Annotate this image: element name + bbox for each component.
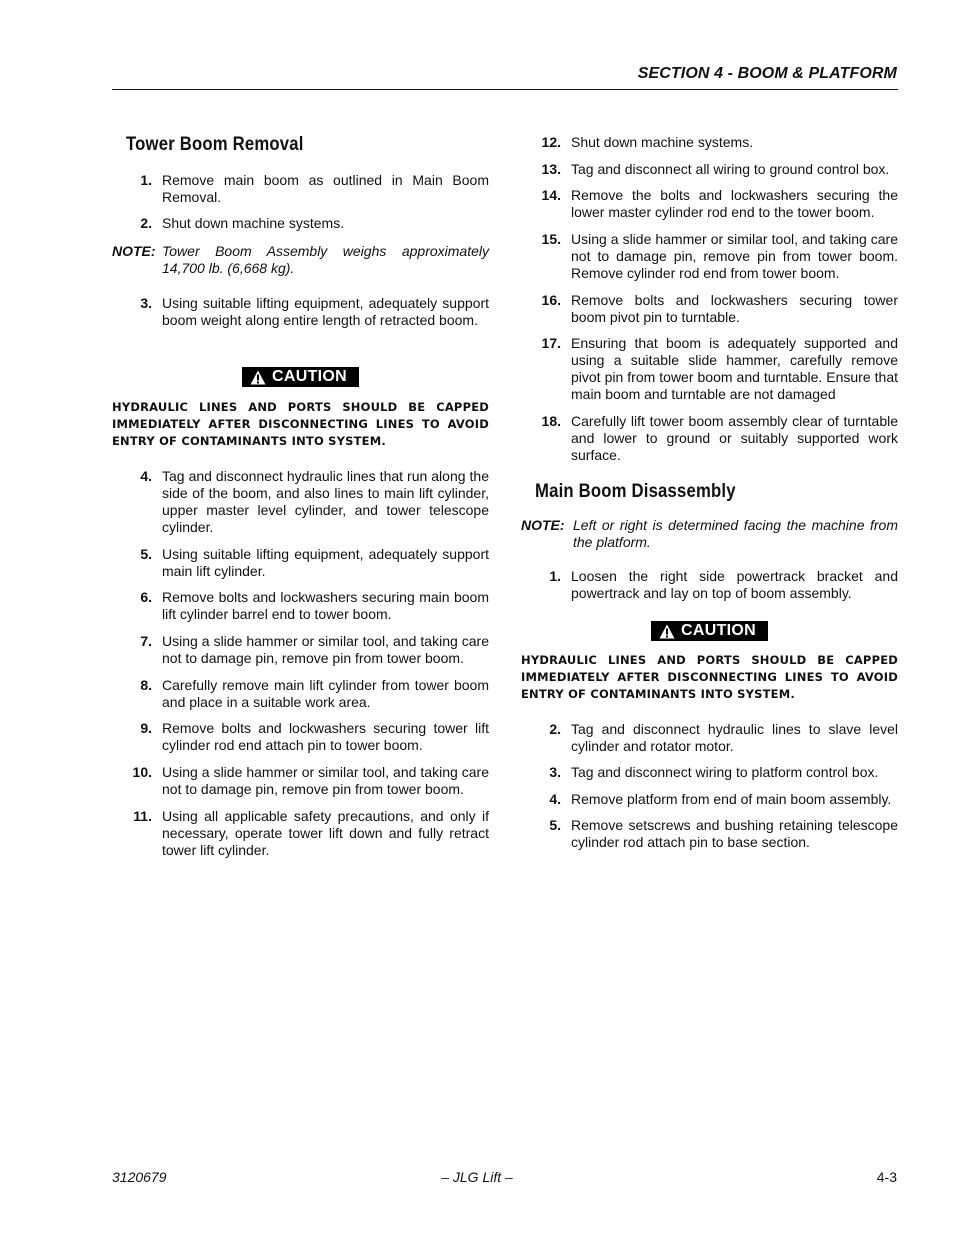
section-title: SECTION 4 - BOOM & PLATFORM — [637, 65, 897, 82]
list-item: 4. Remove platform from end of main boom assembly. — [549, 790, 892, 807]
warning-icon — [659, 624, 675, 639]
caution-banner — [112, 367, 489, 390]
list-item: 1. Remove main boom as outlined in Main Boom Removal. — [140, 172, 489, 205]
note: NOTE: Tower Boom Assembly weighs approximately 14,700 lb. (6,668 kg). — [112, 243, 489, 276]
left-column — [112, 134, 489, 859]
caution-text: HYDRAULIC LINES AND PORTS SHOULD BE CAPPED IMMEDIATELY AFTER DISCONNECTING LINES TO AVOID ENTRY OF CONTAMINANTS INTO SYSTEM. — [521, 652, 898, 701]
list-item: 15. Using a slide hammer or similar tool, and taking care not to damage pin, remove pin from tower boom. Remove cylinder rod end from tower boom. — [541, 231, 898, 281]
list-item: 7. Using a slide hammer or similar tool, and taking care not to damage pin, remove pin from tower boom. — [140, 632, 489, 666]
list-item: 8. Carefully remove main lift cylinder from tower boom and place in a suitable work area. — [140, 676, 489, 710]
list-item: 17. Ensuring that boom is adequately supported and using a suitable slide hammer, carefully remove pivot pin from tower boom and turntable. Ensure that main boom and turntable are not damaged — [541, 335, 898, 402]
warning-icon — [250, 370, 266, 385]
caution-label: CAUTION — [242, 367, 359, 387]
list-item: 9. Remove bolts and lockwashers securing tower lift cylinder rod end attach pin to tower boom. — [140, 719, 489, 753]
list-item: 3. Tag and disconnect wiring to platform control box. — [549, 763, 879, 780]
list-item: 2. Tag and disconnect hydraulic lines to slave level cylinder and rotator motor. — [549, 720, 898, 754]
list-item: 5. Remove setscrews and bushing retaining telescope cylinder rod attach pin to base section. — [549, 816, 898, 850]
caution-label: CAUTION — [651, 621, 768, 641]
list-item: 3. Using suitable lifting equipment, adequately support boom weight along entire length of retracted boom. — [140, 295, 489, 328]
list-item: 5. Using suitable lifting equipment, adequately support main lift cylinder. — [140, 545, 489, 579]
caution-banner — [521, 621, 898, 644]
list-item: 4. Tag and disconnect hydraulic lines that run along the side of the boom, and also lines to main lift cylinder, upper master level cylinder, and tower telescope cylinder. — [140, 467, 489, 535]
list-item: 6. Remove bolts and lockwashers securing main boom lift cylinder barrel end to tower boom. — [140, 588, 489, 622]
list-item: 11. Using all applicable safety precautions, and only if necessary, operate tower lift down and fully retract tower lift cylinder. — [133, 807, 489, 858]
list-item: 13. Tag and disconnect all wiring to ground control box. — [541, 161, 890, 177]
list-item: 18. Carefully lift tower boom assembly clear of turntable and lower to ground or suitably supported work surface. — [541, 413, 898, 463]
header-rule — [112, 89, 898, 90]
list-item: 1. Loosen the right side powertrack bracket and powertrack and lay on top of boom assembly. — [549, 568, 898, 601]
right-column — [521, 134, 898, 851]
tower-boom-removal-heading: Tower Boom Removal — [126, 134, 304, 155]
list-item: 16. Remove bolts and lockwashers securing tower boom pivot pin to turntable. — [541, 292, 898, 325]
list-item: 10. Using a slide hammer or similar tool, and taking care not to damage pin, remove pin from tower boom. — [132, 763, 489, 797]
footer-brand: – JLG Lift – — [441, 1169, 513, 1185]
list-item: 14. Remove the bolts and lockwashers securing the lower master cylinder rod end to the tower boom. — [541, 187, 898, 220]
list-item: 12. Shut down machine systems. — [541, 134, 754, 150]
document-number: 3120679 — [112, 1169, 167, 1185]
caution-text: HYDRAULIC LINES AND PORTS SHOULD BE CAPPED IMMEDIATELY AFTER DISCONNECTING LINES TO AVOID ENTRY OF CONTAMINANTS INTO SYSTEM. — [112, 399, 489, 448]
main-boom-disassembly-heading: Main Boom Disassembly — [535, 481, 736, 502]
page-number: 4-3 — [876, 1169, 897, 1185]
list-item: 2. Shut down machine systems. — [140, 215, 345, 231]
note: NOTE: Left or right is determined facing the machine from the platform. — [521, 517, 898, 550]
